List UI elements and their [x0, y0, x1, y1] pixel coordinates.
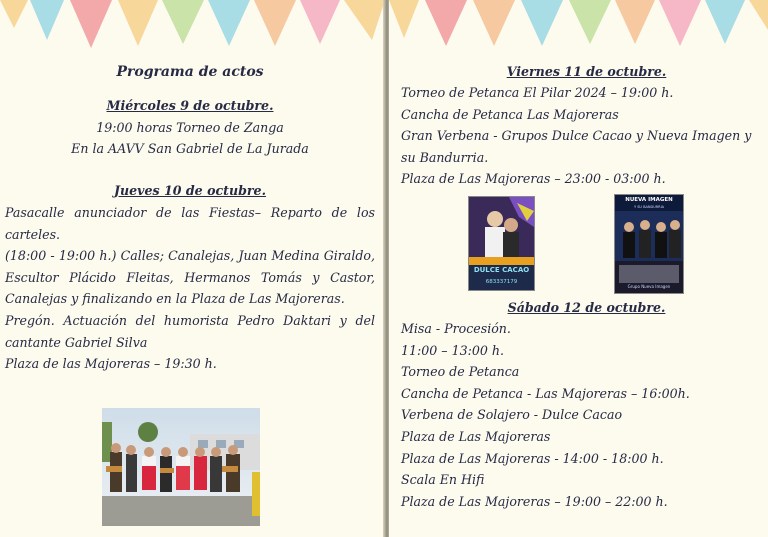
- poster-band-name: DULCE CACAO: [473, 266, 530, 274]
- poster-band-name: NUEVA IMAGEN: [625, 197, 673, 203]
- day2-paragraph: Pasacalle anunciador de las Fiestas– Reparto de los carteles.: [5, 205, 375, 242]
- day2-paragraph: Pregón. Actuación del humorista Pedro Daktari y del cantante Gabriel Silva: [5, 312, 375, 350]
- day4-line: Plaza de Las Majoreras: [401, 428, 551, 444]
- parade-photo: [102, 408, 260, 526]
- page-title: Programa de actos: [116, 64, 264, 80]
- day3-heading: Viernes 11 de octubre.: [506, 64, 667, 79]
- day3-line: Torneo de Petanca El Pilar 2024 – 19:00 h.: [401, 85, 674, 100]
- day4-line: Plaza de Las Majoreras – 19:00 – 22:00 h.: [401, 493, 668, 509]
- day3-line: Gran Verbena - Grupos Dulce Cacao y Nueva Imagen y su Bandurria.: [401, 128, 752, 165]
- right-page: [389, 0, 768, 537]
- day4-line: Plaza de Las Majoreras - 14:00 - 18:00 h.: [401, 450, 664, 466]
- day4-line: Cancha de Petanca - Las Majoreras – 16:00h.: [401, 385, 690, 401]
- day1-block: [0, 95, 380, 160]
- day4-block: [401, 318, 761, 512]
- poster-phone: 683337179: [485, 279, 518, 285]
- day3-line: Plaza de Las Majoreras – 23:00 - 03:00 h.: [401, 171, 666, 187]
- poster-subtitle: Y SU BANDURRIA: [633, 205, 665, 209]
- day1-heading: Miércoles 9 de octubre.: [106, 98, 274, 113]
- bunting-decoration: [0, 0, 385, 60]
- day2-block: [5, 202, 375, 375]
- poster-group: Grupo Nueva Imagen: [627, 284, 671, 289]
- nueva-imagen-poster: [614, 194, 684, 294]
- day2-paragraph: Plaza de las Majoreras – 19:30 h.: [5, 356, 217, 372]
- day4-heading: Sábado 12 de octubre.: [507, 300, 666, 315]
- day1-line: 19:00 horas Torneo de Zanga: [96, 119, 284, 135]
- day2-paragraph: (18:00 - 19:00 h.) Calles; Canalejas, Juan Medina Giraldo, Escultor Plácido Fleitas, Hermanos Tomás y Castor, Canalejas y finalizando en la Plaza de Las Majoreras.: [5, 248, 375, 307]
- dulce-cacao-poster: [468, 196, 535, 291]
- day4-line: 11:00 – 13:00 h.: [401, 342, 505, 358]
- day1-line: En la AAVV San Gabriel de La Jurada: [71, 141, 309, 157]
- day4-line: Verbena de Solajero - Dulce Cacao: [401, 407, 623, 423]
- day4-line: Misa - Procesión.: [401, 321, 511, 336]
- bunting-decoration: [389, 0, 768, 60]
- day4-line: Torneo de Petanca: [401, 364, 520, 380]
- day4-line: Scala En Hifi: [401, 472, 485, 488]
- day3-block: [401, 82, 761, 190]
- day3-line: Cancha de Petanca Las Majoreras: [401, 106, 619, 122]
- day2-heading: Jueves 10 de octubre.: [114, 183, 266, 198]
